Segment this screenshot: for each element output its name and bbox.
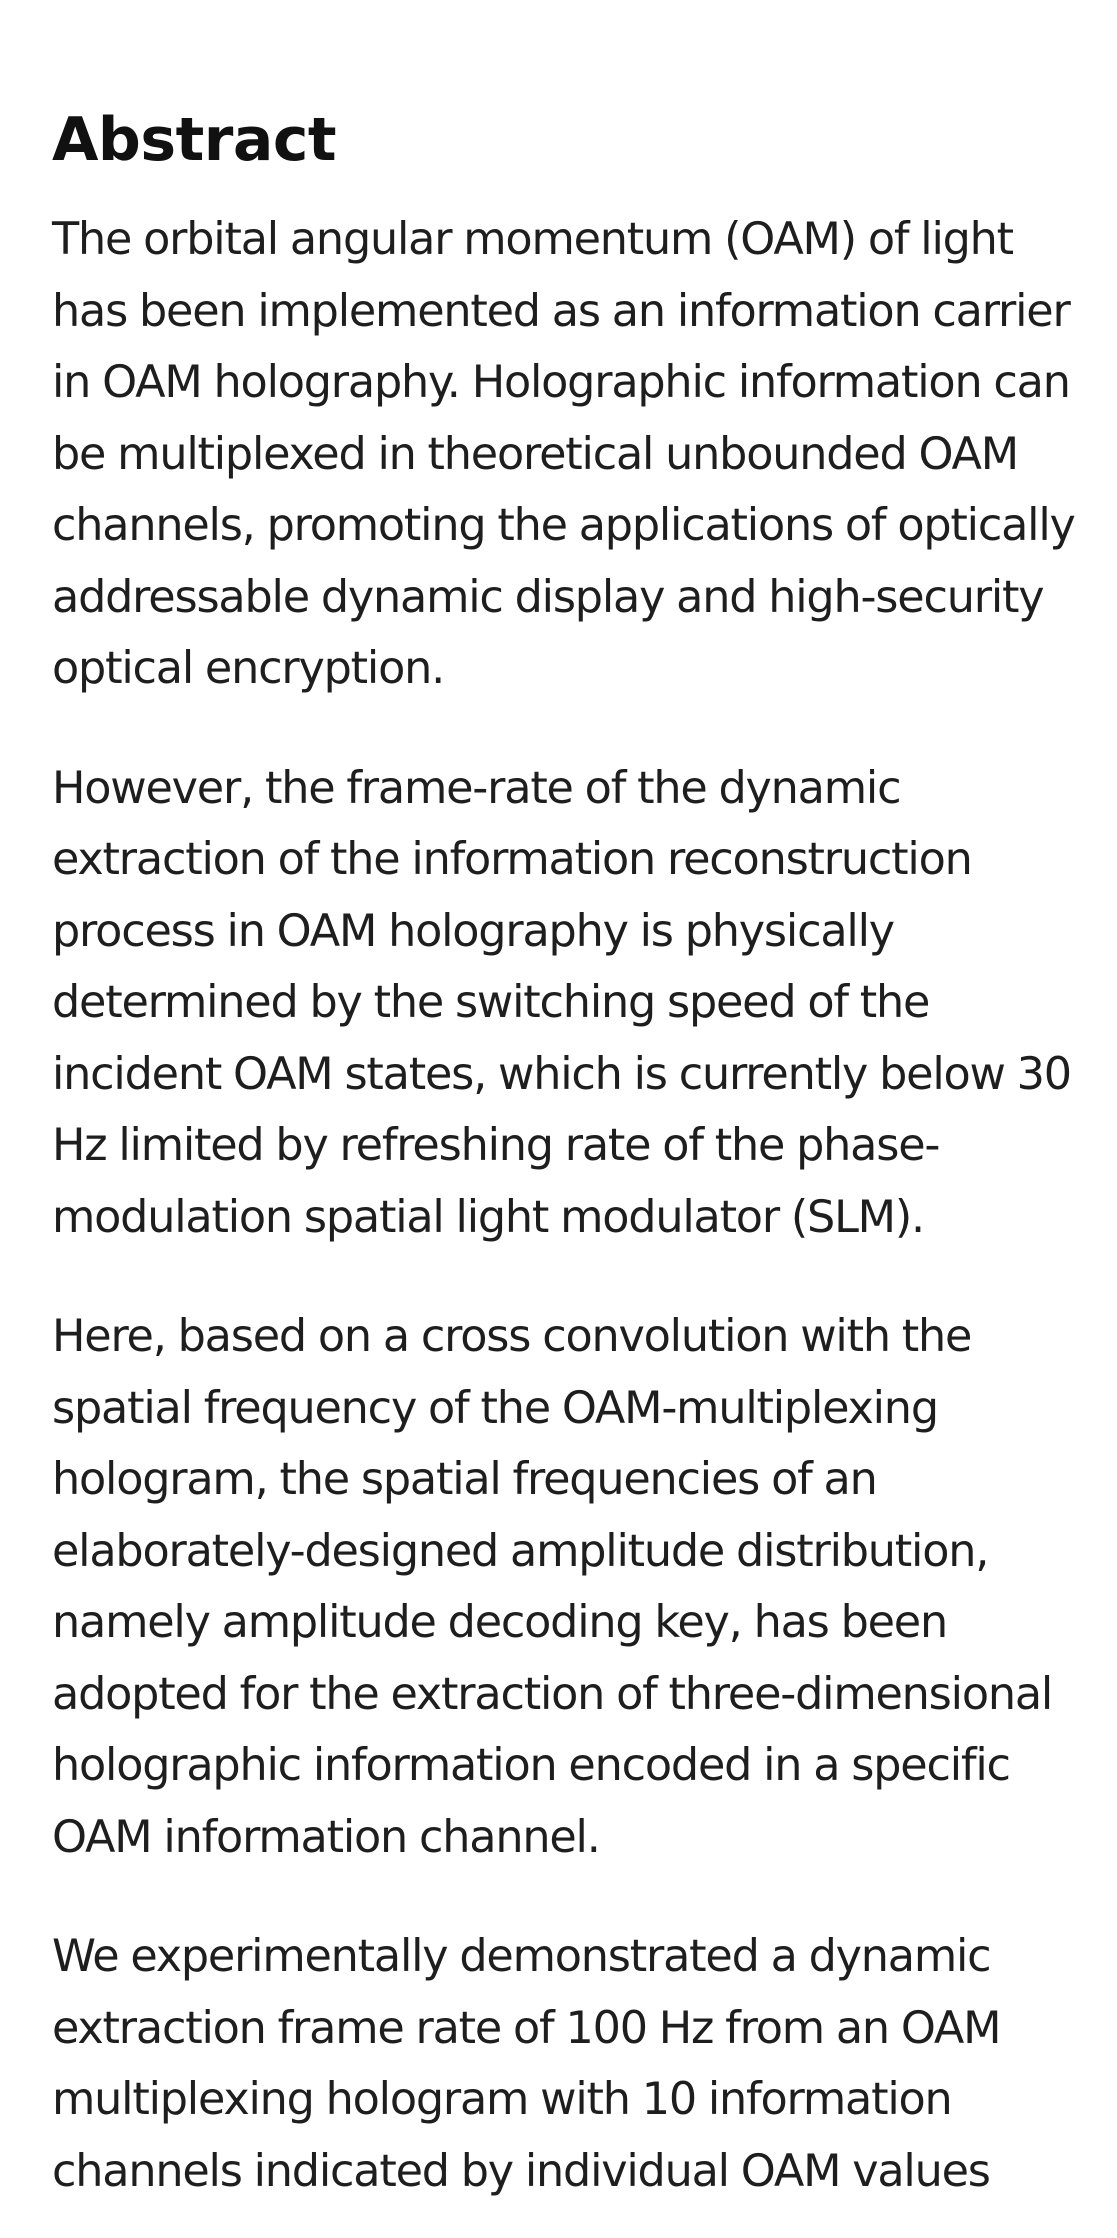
abstract-paragraph-1: The orbital angular momentum (OAM) of light has been implemented as an information carrier in OAM holography. Holographic information can be multiplexed in theoretical unbounded OAM channels, promoting the applications of optically addressable dynamic display and high-security optical encryption. [52, 214, 1075, 694]
abstract-paragraph-4: We experimentally demonstrated a dynamic extraction frame rate of 100 Hz from an OAM multiplexing hologram with 10 information channels indicated by individual OAM values [52, 1931, 1001, 2197]
abstract-paragraph-2: However, the frame-rate of the dynamic extraction of the information reconstruction process in OAM holography is physically determined by the switching speed of the incident OAM states, which is currently below 30 Hz limited by refreshing rate of the phase-modulation spatial light modulator (SLM). [52, 762, 1071, 1243]
abstract-heading: Abstract [52, 105, 337, 175]
abstract-section [52, 0, 1082, 2207]
abstract-paragraph-3: Here, based on a cross convolution with the spatial frequency of the OAM-multiplexing hologram, the spatial frequencies of an elaborately-designed amplitude distribution, namely amplitude decoding key, has been adopted for the extraction of three-dimensional holographic information encoded in a specific OAM information channel. [52, 1311, 1053, 1863]
